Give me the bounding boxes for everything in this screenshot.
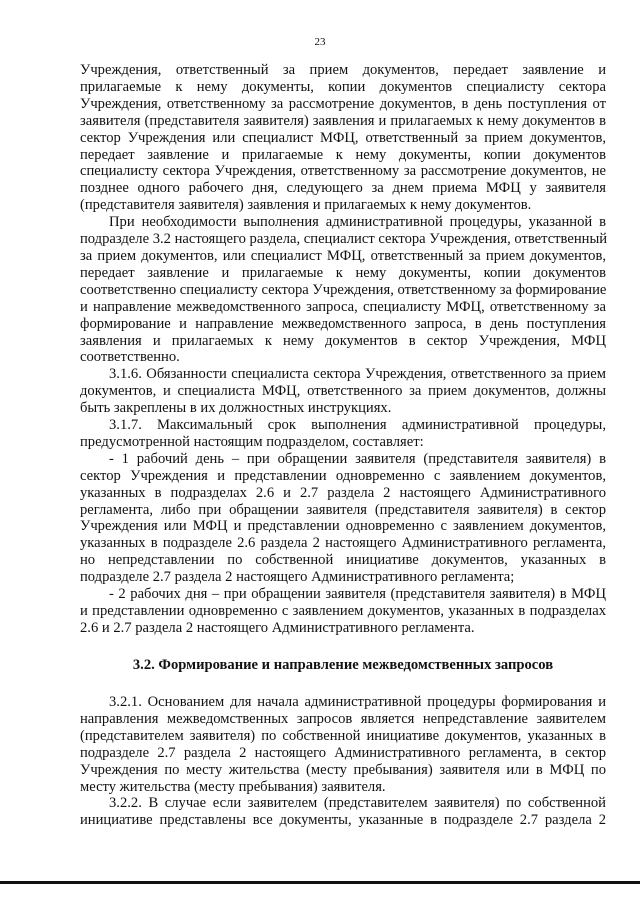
- text-line: заявления и прилагаемых к нему документов в сектор Учреждения, МФЦ: [80, 332, 606, 349]
- text-line: Учреждения или МФЦ и представлении одновременно с заявлением документов,: [80, 518, 606, 535]
- text-line: 3.1.6. Обязанности специалиста сектора Учреждения, ответственного за прием: [109, 366, 606, 383]
- text-line: передает заявление и прилагаемые к нему документы, копии документов: [80, 264, 606, 281]
- text-line: подразделе 2.7 раздела 2 настоящего Административного регламента, в сектор: [80, 744, 606, 761]
- text-line: 3.2.2. В случае если заявителем (представителем заявителя) по собственной: [109, 795, 606, 812]
- text-line: соответственно.: [80, 349, 180, 366]
- text-line: передает заявление и прилагаемые к нему документы, копии документов: [80, 146, 606, 163]
- section-heading: 3.2. Формирование и направление межведомственных запросов: [132, 657, 554, 673]
- text-line: и представлении одновременно с заявлением документов, указанных в подразделах: [80, 603, 606, 619]
- text-line: регламента, либо при обращении заявителя (представителя заявителя) в сектор: [80, 501, 606, 518]
- text-line: - 1 рабочий день – при обращении заявителя (представителя заявителя) в: [109, 450, 606, 467]
- text-line: и направление межведомственного запроса, специалисту МФЦ, ответственному за: [80, 298, 606, 315]
- page-number: 23: [314, 36, 326, 48]
- text-line: 2.6 и 2.7 раздела 2 настоящего Административного регламента.: [80, 619, 475, 636]
- text-line: формирование и направление межведомственного запроса, в день поступления: [80, 315, 606, 332]
- text-line: подразделе 2.7 раздела 2 настоящего Административного регламента;: [80, 569, 515, 586]
- text-line: (представителя заявителя) заявления и прилагаемых к нему документов.: [80, 197, 532, 214]
- text-line: месту жительства (месту пребывания) заявителя.: [80, 778, 386, 795]
- text-line: предусмотренной настоящим подразделом, составляет:: [80, 433, 424, 450]
- text-line: 3.2.1. Основанием для начала административной процедуры формирования и: [109, 694, 606, 710]
- body-text-block-2: [80, 694, 606, 829]
- text-line: сектор Учреждения или специалист МФЦ, ответственный за прием документов,: [80, 129, 606, 146]
- text-line: Учреждения, ответственному за рассмотрение документов, в день поступления от: [80, 95, 606, 112]
- text-line: сектор Учреждения и представлении одновременно с заявлением документов,: [80, 467, 606, 484]
- text-line: (представителем заявителя) по собственной инициативе документов, указанных в: [80, 727, 606, 744]
- text-line: При необходимости выполнения административной процедуры, указанной в: [109, 214, 606, 231]
- text-line: Учреждения по месту жительства (месту пребывания) заявителя или в МФЦ по: [80, 761, 606, 778]
- text-line: специалисту сектора Учреждения, ответственному за рассмотрение документов, не: [80, 163, 606, 180]
- text-line: за прием документов, или специалист МФЦ, ответственный за прием документов,: [80, 247, 606, 264]
- body-text-block-1: [80, 62, 606, 637]
- text-line: 3.1.7. Максимальный срок выполнения административной процедуры,: [109, 417, 606, 434]
- text-line: направления межведомственных запросов является непредставление заявителем: [80, 710, 606, 727]
- text-line: но непредставлении по собственной инициативе документов, указанных в: [80, 552, 606, 569]
- text-line: инициативе представлены все документы, указанные в подразделе 2.7 раздела 2: [80, 812, 606, 829]
- text-line: документов, и специалиста МФЦ, ответственного за прием документов, должны: [80, 383, 606, 400]
- text-line: позднее одного рабочего дня, следующего за днем приема МФЦ у заявителя: [80, 180, 606, 197]
- text-line: прилагаемые к нему документы, копии документов специалисту сектора: [80, 78, 606, 95]
- text-line: указанных в подразделах 2.6 и 2.7 раздела 2 настоящего Административного: [80, 484, 606, 501]
- text-line: Учреждения, ответственный за прием документов, передает заявление и: [80, 62, 606, 78]
- text-line: быть закреплены в их должностных инструкциях.: [80, 400, 392, 417]
- text-line: подразделе 3.2 настоящего раздела, специалист сектора Учреждения, ответственный: [80, 231, 608, 248]
- text-line: указанных в подразделе 2.6 раздела 2 настоящего Административного регламента,: [80, 535, 606, 552]
- bottom-rule: [0, 881, 640, 884]
- text-line: заявителя (представителя заявителя) заявления и прилагаемых к нему документов в: [80, 112, 606, 129]
- text-line: соответственно специалисту сектора Учреждения, ответственному за формирование: [80, 281, 607, 298]
- text-line: - 2 рабочих дня – при обращении заявителя (представителя заявителя) в МФЦ: [109, 586, 606, 603]
